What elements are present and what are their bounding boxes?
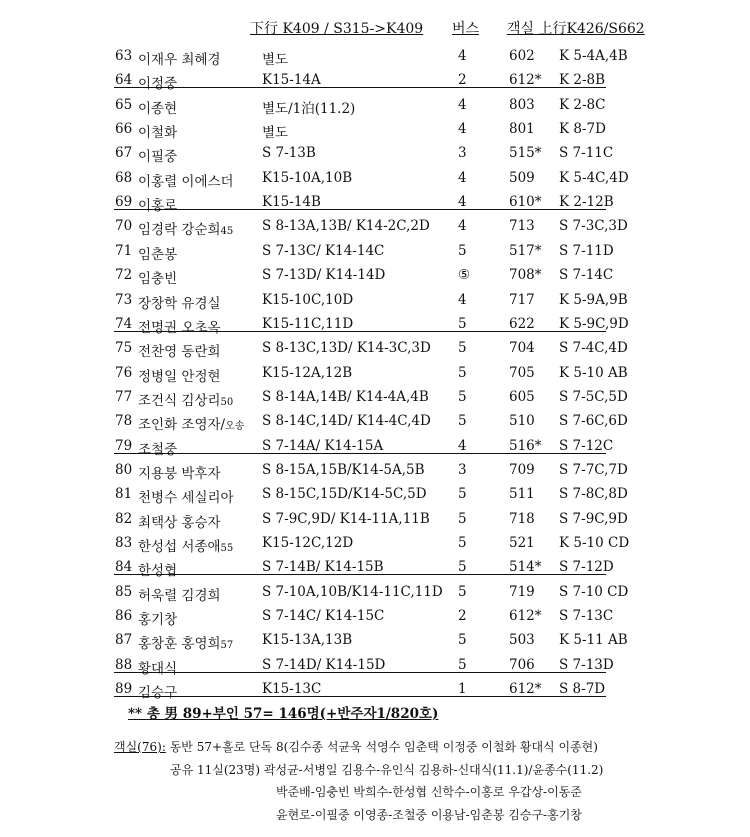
cell-route: S 7-14D/ K14-15D [262, 656, 386, 673]
cell-route: K15-12C,12D [262, 535, 354, 551]
table-row [0, 408, 750, 432]
cell-name: 이필중 [138, 149, 178, 166]
group-divider [114, 696, 606, 697]
cell-name: 허욱렬 김경희 [138, 587, 221, 604]
cell-route: K15-11C,11D [262, 315, 354, 332]
table-row [0, 530, 750, 554]
cell-num: 74 [115, 315, 133, 332]
table-row [0, 92, 750, 116]
cell-bus: 4 [458, 169, 467, 186]
cell-route: K15-13C [262, 681, 322, 698]
cell-room: 510 [509, 413, 535, 430]
cell-room: 706 [509, 656, 535, 673]
group-divider [114, 453, 606, 454]
cell-room: 803 [509, 96, 535, 113]
cell-route: K15-14B [262, 194, 321, 211]
cell-route: S 8-14A,14B/ K14-4A,4B [262, 388, 429, 405]
cell-room: 717 [509, 291, 535, 308]
cell-bus: 5 [458, 340, 467, 357]
cell-num: 84 [115, 559, 133, 576]
cell-room: 514* [509, 559, 542, 576]
cell-num: 69 [115, 194, 133, 211]
cell-up: K 2-12B [559, 194, 614, 211]
cell-room: 612* [509, 608, 542, 625]
table-row [0, 457, 750, 481]
table-row [0, 238, 750, 262]
table-row [0, 335, 750, 359]
cell-up: S 7-14C [559, 267, 614, 284]
cell-up: K 5-4A,4B [559, 48, 628, 64]
cell-room: 705 [509, 364, 535, 381]
cell-name: 김승구 [138, 685, 178, 702]
cell-num: 73 [115, 291, 133, 308]
cell-num: 85 [115, 583, 133, 600]
cell-route: S 7-10A,10B/K14-11C,11D [262, 583, 443, 600]
table-row [0, 384, 750, 408]
cell-room: 516* [509, 437, 542, 454]
cell-room: 605 [509, 388, 535, 405]
cell-bus: 3 [458, 461, 467, 478]
room-note-line-1 [114, 738, 598, 755]
cell-name: 이정중 [138, 76, 178, 93]
cell-up: S 7-4C,4D [559, 340, 628, 357]
cell-name [138, 632, 233, 652]
cell-name-note: 57 [220, 640, 234, 652]
cell-num: 81 [115, 486, 133, 503]
cell-name: 천병수 세실리아 [138, 490, 234, 507]
cell-num: 82 [115, 510, 133, 527]
header-bus: 버스 [452, 21, 480, 37]
cell-bus: ⑤ [458, 267, 471, 284]
cell-bus: 4 [458, 121, 467, 138]
cell-up: S 7-7C,7D [559, 461, 628, 478]
cell-name-text: 조인화 조영자/ [138, 417, 226, 434]
table-row [0, 140, 750, 164]
cell-num: 83 [115, 535, 133, 551]
cell-bus: 5 [458, 315, 467, 332]
cell-bus: 5 [458, 242, 467, 259]
cell-num: 79 [115, 437, 133, 454]
cell-num: 76 [115, 364, 133, 381]
cell-name: 임충빈 [138, 271, 178, 288]
table-row [0, 603, 750, 627]
cell-up: K 8-7D [559, 121, 606, 138]
cell-up: K 5-10 CD [559, 535, 630, 551]
cell-route: 별도/1泊(11.2) [262, 100, 356, 117]
cell-up: K 5-9C,9D [559, 315, 629, 332]
cell-name [138, 535, 233, 555]
cell-room: 612* [509, 72, 542, 89]
group-divider [114, 331, 606, 332]
cell-bus: 4 [458, 437, 467, 454]
cell-route: S 7-13B [262, 145, 316, 162]
cell-room: 602 [509, 48, 535, 64]
cell-name: 임춘봉 [138, 246, 178, 263]
cell-name [138, 389, 233, 409]
cell-name-text: 임경락 강순희 [138, 222, 221, 239]
cell-bus: 5 [458, 535, 467, 551]
cell-num: 72 [115, 267, 133, 284]
cell-room: 704 [509, 340, 535, 357]
cell-room: 718 [509, 510, 535, 527]
cell-bus: 5 [458, 510, 467, 527]
cell-name [138, 218, 233, 238]
cell-up: K 5-9A,9B [559, 291, 628, 308]
cell-route: S 7-14C/ K14-15C [262, 608, 385, 625]
cell-up: K 5-11 AB [559, 632, 628, 649]
cell-bus: 1 [458, 681, 467, 698]
cell-num: 65 [115, 96, 133, 113]
cell-name: 이홍렬 이에스더 [138, 173, 234, 190]
cell-name: 정병일 안정현 [138, 368, 221, 385]
cell-name [138, 413, 244, 433]
cell-up: S 8-7D [559, 681, 606, 698]
cell-num: 70 [115, 218, 133, 235]
room-note-line-3: 박준배-임충빈 박희수-한성협 신학수-이홍로 우갑상-이동준 [276, 785, 582, 799]
cell-up: K 2-8B [559, 72, 606, 89]
cell-bus: 4 [458, 194, 467, 211]
cell-name: 홍기창 [138, 612, 178, 629]
cell-room: 511 [509, 486, 535, 503]
room-note-text-1: 동반 57+홀로 단독 8(김수종 석균욱 석영수 임춘택 이정중 이철화 황대식 이종현) [165, 740, 598, 754]
cell-name: 지용붕 박후자 [138, 465, 221, 482]
cell-name: 이종현 [138, 100, 178, 117]
cell-bus: 5 [458, 364, 467, 381]
cell-room: 515* [509, 145, 542, 162]
cell-bus: 5 [458, 656, 467, 673]
cell-up: S 7-13C [559, 608, 614, 625]
cell-room: 801 [509, 121, 535, 138]
cell-bus: 2 [458, 72, 467, 89]
cell-name: 이홍로 [138, 198, 178, 215]
table-row [0, 481, 750, 505]
table-row [0, 116, 750, 140]
cell-name: 이철화 [138, 125, 178, 142]
cell-room: 713 [509, 218, 535, 235]
cell-route: S 7-13C/ K14-14C [262, 242, 385, 259]
cell-up: S 7-3C,3D [559, 218, 628, 235]
header-room-up-route: 객실 上行K426/S662 [507, 21, 645, 37]
cell-room: 719 [509, 583, 535, 600]
cell-num: 77 [115, 388, 133, 405]
group-divider [114, 87, 606, 88]
cell-route: 별도 [262, 52, 289, 68]
table-row [0, 627, 750, 651]
room-note-line-4: 윤현로-이필중 이영종-조철중 이용남-임춘봉 김승구-홍기창 [276, 808, 582, 822]
cell-bus: 5 [458, 486, 467, 503]
room-note-line-2: 공유 11실(23명) 곽성균-서병일 김용수-유인식 김용하-신대식(11.1)/윤종수(11.2) [170, 763, 604, 777]
table-row [0, 43, 750, 67]
cell-route: K15-10C,10D [262, 291, 354, 308]
cell-name-note: 45 [220, 226, 234, 238]
cell-num: 88 [115, 656, 133, 673]
cell-bus: 3 [458, 145, 467, 162]
cell-up: K 2-8C [559, 96, 606, 113]
cell-up: S 7-13D [559, 656, 614, 673]
header-down-route: 下行 K409 / S315->K409 [250, 21, 424, 37]
cell-route: S 8-13A,13B/ K14-2C,2D [262, 218, 430, 235]
cell-num: 64 [115, 72, 133, 89]
cell-up: S 7-11C [559, 145, 614, 162]
cell-bus: 4 [458, 291, 467, 308]
cell-route: 별도 [262, 125, 289, 142]
cell-num: 66 [115, 121, 133, 138]
cell-bus: 4 [458, 218, 467, 235]
cell-name-text: 조건식 김상리 [138, 392, 221, 409]
cell-name-text: 한성섭 서종애 [138, 539, 221, 555]
cell-route: S 8-15C,15D/K14-5C,5D [262, 486, 427, 503]
cell-room: 610* [509, 194, 542, 211]
cell-num: 86 [115, 608, 133, 625]
cell-route: S 7-14B/ K14-15B [262, 559, 384, 576]
cell-bus: 5 [458, 583, 467, 600]
cell-num: 87 [115, 632, 133, 649]
cell-route: S 8-14C,14D/ K14-4C,4D [262, 413, 431, 430]
cell-name: 한성협 [138, 563, 178, 580]
cell-route: K15-13A,13B [262, 632, 353, 649]
table-row [0, 360, 750, 384]
cell-num: 67 [115, 145, 133, 162]
cell-name-text: 홍창훈 홍영희 [138, 636, 221, 653]
cell-route: K15-14A [262, 72, 321, 89]
cell-route: S 7-14A/ K14-15A [262, 437, 384, 454]
cell-room: 503 [509, 632, 535, 649]
cell-up: S 7-12C [559, 437, 614, 454]
table-row [0, 506, 750, 530]
cell-bus: 2 [458, 608, 467, 625]
cell-up: S 7-8C,8D [559, 486, 628, 503]
cell-room: 622 [509, 315, 535, 332]
table-row [0, 262, 750, 286]
cell-up: S 7-6C,6D [559, 413, 628, 430]
cell-num: 80 [115, 461, 133, 478]
cell-name-note: 55 [220, 543, 234, 554]
cell-up: S 7-9C,9D [559, 510, 628, 527]
cell-route: K15-12A,12B [262, 364, 353, 381]
cell-up: K 5-10 AB [559, 364, 628, 381]
cell-num: 63 [115, 48, 133, 64]
cell-bus: 5 [458, 388, 467, 405]
cell-name: 전찬영 동란희 [138, 344, 221, 361]
cell-room: 709 [509, 461, 535, 478]
group-divider [114, 672, 606, 673]
cell-bus: 4 [458, 48, 467, 64]
cell-num: 75 [115, 340, 133, 357]
table-row [0, 213, 750, 237]
cell-room: 708* [509, 267, 542, 284]
total-summary: ** 총 男 89+부인 57= 146명(+반주자1/820호) [128, 706, 439, 722]
cell-bus: 5 [458, 559, 467, 576]
cell-room: 509 [509, 169, 535, 186]
cell-num: 68 [115, 169, 133, 186]
cell-name: 조철중 [138, 441, 178, 458]
cell-route: S 7-9C,9D/ K14-11A,11B [262, 510, 430, 527]
cell-num: 78 [115, 413, 133, 430]
cell-route: K15-10A,10B [262, 169, 353, 186]
cell-route: S 7-13D/ K14-14D [262, 267, 386, 284]
cell-name: 최택상 홍승자 [138, 514, 221, 531]
cell-bus: 4 [458, 96, 467, 113]
cell-up: K 5-4C,4D [559, 169, 629, 186]
cell-name: 이재우 최혜경 [138, 52, 221, 68]
cell-name-note: 오송 [225, 421, 245, 433]
cell-name-note: 50 [220, 396, 234, 408]
cell-up: S 7-12D [559, 559, 614, 576]
cell-route: S 8-13C,13D/ K14-3C,3D [262, 340, 431, 357]
cell-num: 89 [115, 681, 133, 698]
cell-num: 71 [115, 242, 133, 259]
table-row [0, 287, 750, 311]
cell-room: 517* [509, 242, 542, 259]
cell-bus: 5 [458, 413, 467, 430]
cell-room: 521 [509, 535, 535, 551]
cell-room: 612* [509, 681, 542, 698]
cell-name: 전명권 오초옥 [138, 319, 221, 336]
room-note-label: 객실(76): [114, 740, 166, 754]
cell-name: 장창학 유경실 [138, 295, 221, 312]
cell-up: S 7-5C,5D [559, 388, 628, 405]
cell-route: S 8-15A,15B/K14-5A,5B [262, 461, 425, 478]
group-divider [114, 209, 606, 210]
cell-up: S 7-11D [559, 242, 614, 259]
table-row [0, 579, 750, 603]
group-divider [114, 574, 606, 575]
cell-bus: 5 [458, 632, 467, 649]
cell-name: 황대식 [138, 660, 178, 677]
table-row [0, 165, 750, 189]
cell-up: S 7-10 CD [559, 583, 629, 600]
